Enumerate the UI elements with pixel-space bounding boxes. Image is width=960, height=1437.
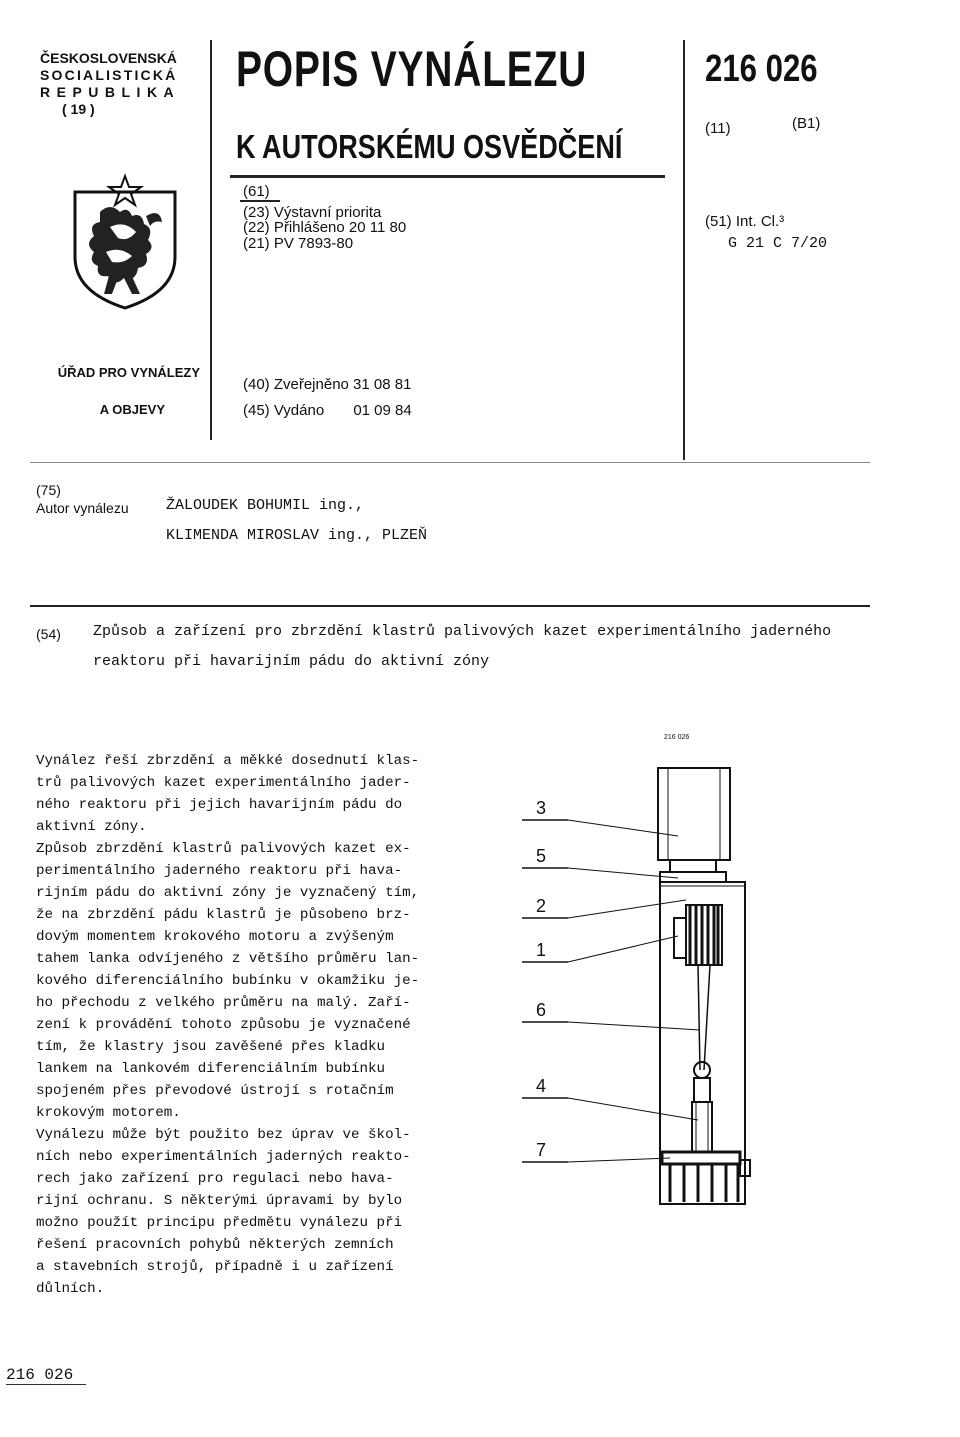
document-title: POPIS VYNÁLEZU bbox=[236, 41, 588, 97]
field-22-filed: (22) Přihlášeno 20 11 80 bbox=[243, 219, 407, 236]
abstract-paragraph-3: Vynálezu může být použito bez úprav ve škol- ních nebo experimentálních jaderných reakto- rech jako zařízení pro regulaci nebo hava- rijní ochranu. S některými úpravami by bylo možno použít principu předmětu vynálezu při řešení pracovních pohybů některých zemních a stavebních strojů, případně i u zařízení důlních. bbox=[36, 1127, 411, 1297]
country-line-2: SOCIALISTICKÁ bbox=[40, 67, 178, 83]
author-line-1: ŽALOUDEK BOHUMIL ing., bbox=[166, 497, 365, 514]
figure-label-7: 7 bbox=[536, 1140, 547, 1160]
device-drawing bbox=[510, 740, 840, 1340]
invention-title-line-1: Způsob a zařízení pro zbrzdění klastrů palivových kazet experimentálního jaderného bbox=[93, 623, 832, 640]
divider-authors bbox=[30, 462, 870, 463]
divider-61 bbox=[240, 200, 280, 202]
country-line-3: REPUBLIKA bbox=[40, 84, 181, 100]
field-45-issued: (45) Vydáno 01 09 84 bbox=[243, 402, 412, 419]
abstract-paragraph-2: Způsob zbrzdění klastrů palivových kazet ex- perimentálního jaderného reaktoru při hava- rijním pádu do aktivní zóny je vyznačený tím, že na zbrzdění pádu klastrů je působeno brz- dovým momentem krokového motoru a zvýšeným tahem lanka odvíjeného z většího průměru lan- kového diferenciálního bubínku v okamžiku je- ho přechodu z velkého průměru na malý. Zaří- zení k provádění tohoto způsobu je vyznačené tím, že klastry jsou zavěšené přes kladku lankem na lankovém diferenciálním bubínku spojeném přes převodové ústrojí s rotačním krokovým motorem. bbox=[36, 841, 420, 1121]
abstract-paragraph-1: Vynález řeší zbrzdění a měkké dosednutí klas- trů palivových kazet experimentálního jader- ného reaktoru při jejich havarijním pádu do aktivní zóny. bbox=[36, 753, 420, 835]
field-75: (75) bbox=[36, 482, 61, 498]
footer-patent-number: 216 026 bbox=[6, 1366, 74, 1384]
invention-title-line-2: reaktoru při havarijním pádu do aktivní zóny bbox=[93, 653, 490, 670]
office-name-line-1: ÚŘAD PRO VYNÁLEZY bbox=[57, 365, 200, 380]
figure-label-5: 5 bbox=[536, 846, 547, 866]
field-40-published: (40) Zveřejněno 31 08 81 bbox=[243, 376, 412, 393]
figure-label-4: 4 bbox=[536, 1076, 547, 1096]
divider-vertical-left bbox=[210, 40, 212, 440]
country-line-1: ČESKOSLOVENSKÁ bbox=[40, 50, 177, 66]
int-cl-value: G 21 C 7/20 bbox=[728, 235, 828, 252]
document-subtitle: K AUTORSKÉMU OSVĚDČENÍ bbox=[236, 128, 623, 165]
coat-of-arms-emblem bbox=[70, 172, 180, 312]
country-block bbox=[40, 50, 210, 118]
author-label: Autor vynálezu bbox=[36, 500, 129, 516]
country-code: ( 19 ) bbox=[62, 101, 95, 117]
figure-label-6: 6 bbox=[536, 1000, 547, 1020]
figure-id: 216 026 bbox=[664, 734, 690, 741]
field-23-priority: (23) Výstavní priorita bbox=[243, 204, 382, 221]
figure-label-2: 2 bbox=[536, 896, 547, 916]
divider-title-54 bbox=[30, 605, 870, 607]
code-b1: (B1) bbox=[792, 115, 821, 132]
footer-rule bbox=[6, 1384, 86, 1385]
field-54: (54) bbox=[36, 626, 61, 642]
field-51-int-cl: (51) Int. Cl.³ bbox=[705, 213, 785, 230]
abstract bbox=[36, 750, 456, 1300]
motor-part bbox=[658, 768, 730, 860]
author-line-2: KLIMENDA MIROSLAV ing., PLZEŇ bbox=[166, 527, 428, 544]
figure-label-1: 1 bbox=[536, 940, 547, 960]
field-61: (61) bbox=[243, 183, 270, 200]
code-11: (11) bbox=[705, 120, 731, 137]
office-name-line-2: A OBJEVY bbox=[99, 402, 165, 417]
divider-vertical-right bbox=[683, 40, 685, 460]
divider-title bbox=[230, 175, 665, 178]
figure-label-3: 3 bbox=[536, 798, 547, 818]
patent-number: 216 026 bbox=[705, 48, 818, 90]
field-21-application: (21) PV 7893-80 bbox=[243, 235, 354, 252]
